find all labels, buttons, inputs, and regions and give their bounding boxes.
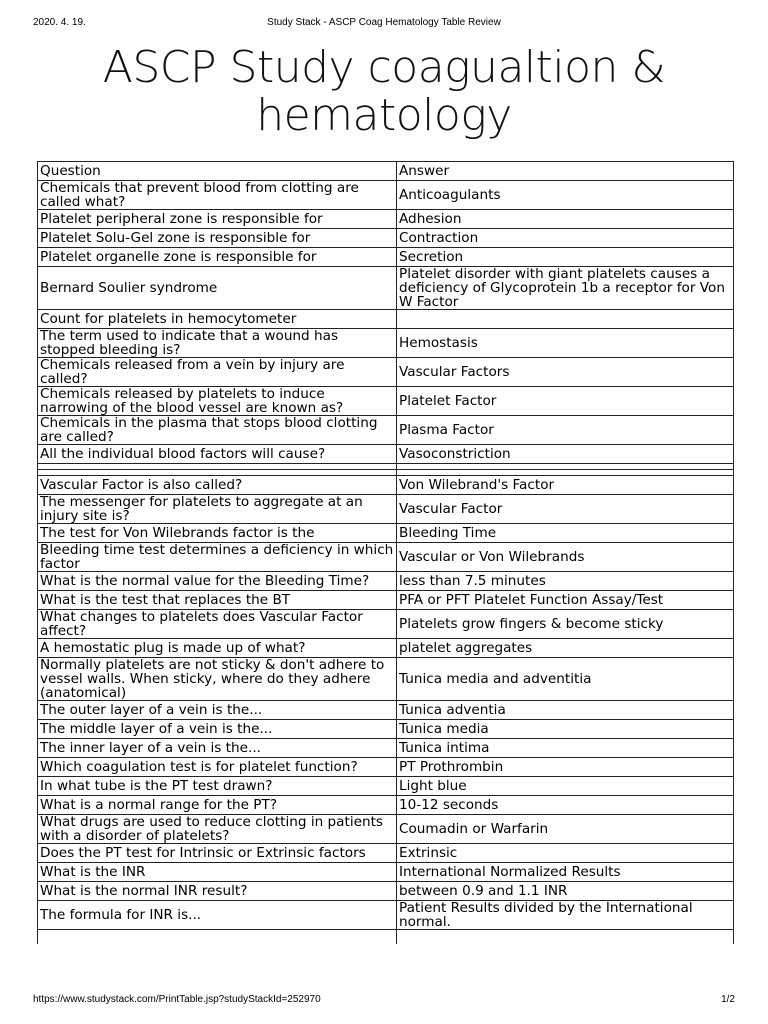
print-footer xyxy=(0,993,768,1007)
table-row xyxy=(38,572,734,591)
table-row xyxy=(38,267,734,310)
answer-cell: Bleeding Time xyxy=(397,524,734,543)
answer-cell: Light blue xyxy=(397,777,734,796)
question-cell: Platelet Solu-Gel zone is responsible for xyxy=(38,229,397,248)
answer-cell: PT Prothrombin xyxy=(397,758,734,777)
answer-cell: Hemostasis xyxy=(397,329,734,358)
answer-cell: Platelets grow fingers & become sticky xyxy=(397,610,734,639)
answer-cell xyxy=(397,930,734,945)
answer-cell: Vasoconstriction xyxy=(397,445,734,464)
answer-cell: Extrinsic xyxy=(397,844,734,863)
answer-cell: Platelet disorder with giant platelets causes a deficiency of Glycoprotein 1b a receptor for Von W Factor xyxy=(397,267,734,310)
answer-cell: less than 7.5 minutes xyxy=(397,572,734,591)
answer-cell: Contraction xyxy=(397,229,734,248)
qa-table xyxy=(37,161,734,944)
print-header xyxy=(0,16,768,30)
answer-cell: Tunica media and adventitia xyxy=(397,658,734,701)
answer-cell: between 0.9 and 1.1 INR xyxy=(397,882,734,901)
print-date: 2020. 4. 19. xyxy=(33,17,86,28)
question-cell: What is a normal range for the PT? xyxy=(38,796,397,815)
answer-cell xyxy=(397,310,734,329)
question-cell: In what tube is the PT test drawn? xyxy=(38,777,397,796)
table-row xyxy=(38,796,734,815)
table-row xyxy=(38,720,734,739)
question-cell: Does the PT test for Intrinsic or Extrinsic factors xyxy=(38,844,397,863)
question-cell: The term used to indicate that a wound has stopped bleeding is? xyxy=(38,329,397,358)
table-row xyxy=(38,476,734,495)
answer-cell: Anticoagulants xyxy=(397,181,734,210)
table-row xyxy=(38,229,734,248)
question-cell: Platelet organelle zone is responsible for xyxy=(38,248,397,267)
question-cell: What changes to platelets does Vascular Factor affect? xyxy=(38,610,397,639)
answer-column-header: Answer xyxy=(397,162,734,181)
answer-cell: Tunica media xyxy=(397,720,734,739)
table-row xyxy=(38,524,734,543)
answer-cell: Plasma Factor xyxy=(397,416,734,445)
question-cell: Chemicals released from a vein by injury are called? xyxy=(38,358,397,387)
answer-cell: Tunica adventia xyxy=(397,701,734,720)
table-row xyxy=(38,882,734,901)
table-row xyxy=(38,416,734,445)
question-cell: The inner layer of a vein is the... xyxy=(38,739,397,758)
question-cell: Normally platelets are not sticky & don't adhere to vessel walls. When sticky, where do they adhere (anatomical) xyxy=(38,658,397,701)
page-number: 1/2 xyxy=(721,994,735,1005)
table-row xyxy=(38,181,734,210)
question-cell: Chemicals that prevent blood from clotting are called what? xyxy=(38,181,397,210)
table-row xyxy=(38,901,734,930)
qa-table-body xyxy=(38,162,734,945)
answer-cell: 10-12 seconds xyxy=(397,796,734,815)
question-cell: Count for platelets in hemocytometer xyxy=(38,310,397,329)
answer-cell: Vascular Factors xyxy=(397,358,734,387)
answer-cell: Adhesion xyxy=(397,210,734,229)
question-cell: What drugs are used to reduce clotting in patients with a disorder of platelets? xyxy=(38,815,397,844)
table-row xyxy=(38,329,734,358)
question-cell: The test for Von Wilebrands factor is the xyxy=(38,524,397,543)
answer-cell: Patient Results divided by the International normal. xyxy=(397,901,734,930)
answer-cell: Von Wilebrand's Factor xyxy=(397,476,734,495)
table-row xyxy=(38,358,734,387)
table-header-row xyxy=(38,162,734,181)
answer-cell: Secretion xyxy=(397,248,734,267)
table-row xyxy=(38,387,734,416)
table-row xyxy=(38,815,734,844)
answer-cell: platelet aggregates xyxy=(397,639,734,658)
question-cell: The middle layer of a vein is the... xyxy=(38,720,397,739)
answer-cell: Vascular Factor xyxy=(397,495,734,524)
table-row xyxy=(38,639,734,658)
answer-cell: PFA or PFT Platelet Function Assay/Test xyxy=(397,591,734,610)
question-cell: What is the INR xyxy=(38,863,397,882)
question-cell: Bernard Soulier syndrome xyxy=(38,267,397,310)
question-cell: What is the normal INR result? xyxy=(38,882,397,901)
question-cell: Which coagulation test is for platelet function? xyxy=(38,758,397,777)
question-cell: Platelet peripheral zone is responsible for xyxy=(38,210,397,229)
question-cell: The messenger for platelets to aggregate at an injury site is? xyxy=(38,495,397,524)
question-cell: Vascular Factor is also called? xyxy=(38,476,397,495)
question-cell: The formula for INR is... xyxy=(38,901,397,930)
question-cell: A hemostatic plug is made up of what? xyxy=(38,639,397,658)
table-row xyxy=(38,591,734,610)
print-page-title: Study Stack - ASCP Coag Hematology Table Review xyxy=(267,17,501,28)
question-cell xyxy=(38,930,397,945)
answer-cell: International Normalized Results xyxy=(397,863,734,882)
table-row xyxy=(38,739,734,758)
question-cell: Chemicals in the plasma that stops blood clotting are called? xyxy=(38,416,397,445)
question-cell: Chemicals released by platelets to induce narrowing of the blood vessel are known as? xyxy=(38,387,397,416)
table-row xyxy=(38,844,734,863)
answer-cell: Vascular or Von Wilebrands xyxy=(397,543,734,572)
answer-cell: Coumadin or Warfarin xyxy=(397,815,734,844)
document-title: ASCP Study coagualtion & hematology xyxy=(102,42,666,141)
answer-cell: Platelet Factor xyxy=(397,387,734,416)
table-row xyxy=(38,863,734,882)
answer-cell: Tunica intima xyxy=(397,739,734,758)
table-row xyxy=(38,701,734,720)
table-row xyxy=(38,310,734,329)
table-continuation-row xyxy=(38,930,734,945)
table-row xyxy=(38,658,734,701)
page-url: https://www.studystack.com/PrintTable.jsp?studyStackId=252970 xyxy=(33,994,321,1005)
question-cell: All the individual blood factors will cause? xyxy=(38,445,397,464)
question-cell: What is the test that replaces the BT xyxy=(38,591,397,610)
question-column-header: Question xyxy=(38,162,397,181)
table-row xyxy=(38,610,734,639)
question-cell: The outer layer of a vein is the... xyxy=(38,701,397,720)
question-cell: Bleeding time test determines a deficiency in which factor xyxy=(38,543,397,572)
table-row xyxy=(38,210,734,229)
table-row xyxy=(38,495,734,524)
table-row xyxy=(38,248,734,267)
table-row xyxy=(38,758,734,777)
question-cell: What is the normal value for the Bleeding Time? xyxy=(38,572,397,591)
table-row xyxy=(38,445,734,464)
table-row xyxy=(38,777,734,796)
table-row xyxy=(38,543,734,572)
